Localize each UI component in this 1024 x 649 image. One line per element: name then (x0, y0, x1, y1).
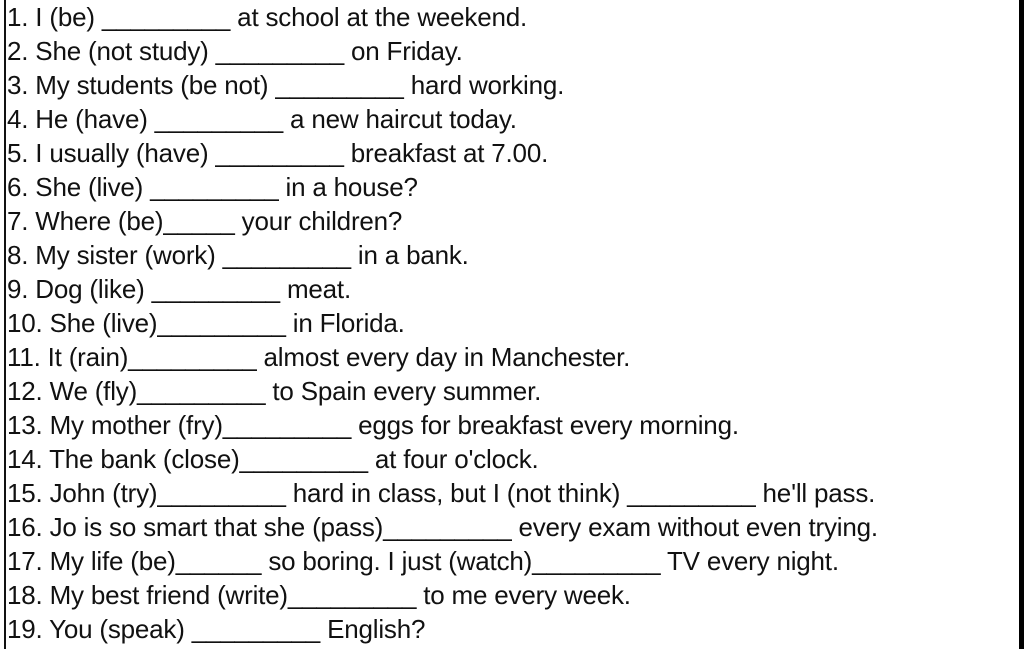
exercise-line-8: 8. My sister (work) _________ in a bank. (7, 240, 469, 270)
exercise-line-18: 18. My best friend (write)_________ to me every week. (7, 580, 631, 610)
exercise-line-17: 17. My life (be)______ so boring. I just (watch)_________ TV every night. (7, 546, 839, 576)
exercise-line-10: 10. She (live)_________ in Florida. (7, 308, 405, 338)
exercise-line-9: 9. Dog (like) _________ meat. (7, 274, 351, 304)
exercise-line-13: 13. My mother (fry)_________ eggs for breakfast every morning. (7, 410, 739, 440)
exercise-line-2: 2. She (not study) _________ on Friday. (7, 36, 463, 66)
exercise-line-14: 14. The bank (close)_________ at four o'clock. (7, 444, 539, 474)
exercise-line-7: 7. Where (be)_____ your children? (7, 206, 403, 236)
exercise-line-6: 6. She (live) _________ in a house? (7, 172, 418, 202)
exercise-line-4: 4. He (have) _________ a new haircut today. (7, 104, 517, 134)
exercise-list (7, 0, 1012, 646)
exercise-line-3: 3. My students (be not) _________ hard working. (7, 70, 565, 100)
exercise-line-11: 11. It (rain)_________ almost every day in Manchester. (7, 342, 631, 372)
left-border-line (4, 0, 6, 649)
exercise-line-15: 15. John (try)_________ hard in class, but I (not think) _________ he'll pass. (7, 478, 876, 508)
exercise-line-12: 12. We (fly)_________ to Spain every summer. (7, 376, 542, 406)
exercise-line-1: 1. I (be) _________ at school at the weekend. (7, 2, 528, 32)
exercise-line-19: 19. You (speak) _________ English? (7, 614, 426, 644)
right-border-bar (1019, 0, 1024, 649)
exercise-line-5: 5. I usually (have) _________ breakfast at 7.00. (7, 138, 549, 168)
exercise-line-16: 16. Jo is so smart that she (pass)_________ every exam without even trying. (7, 512, 878, 542)
